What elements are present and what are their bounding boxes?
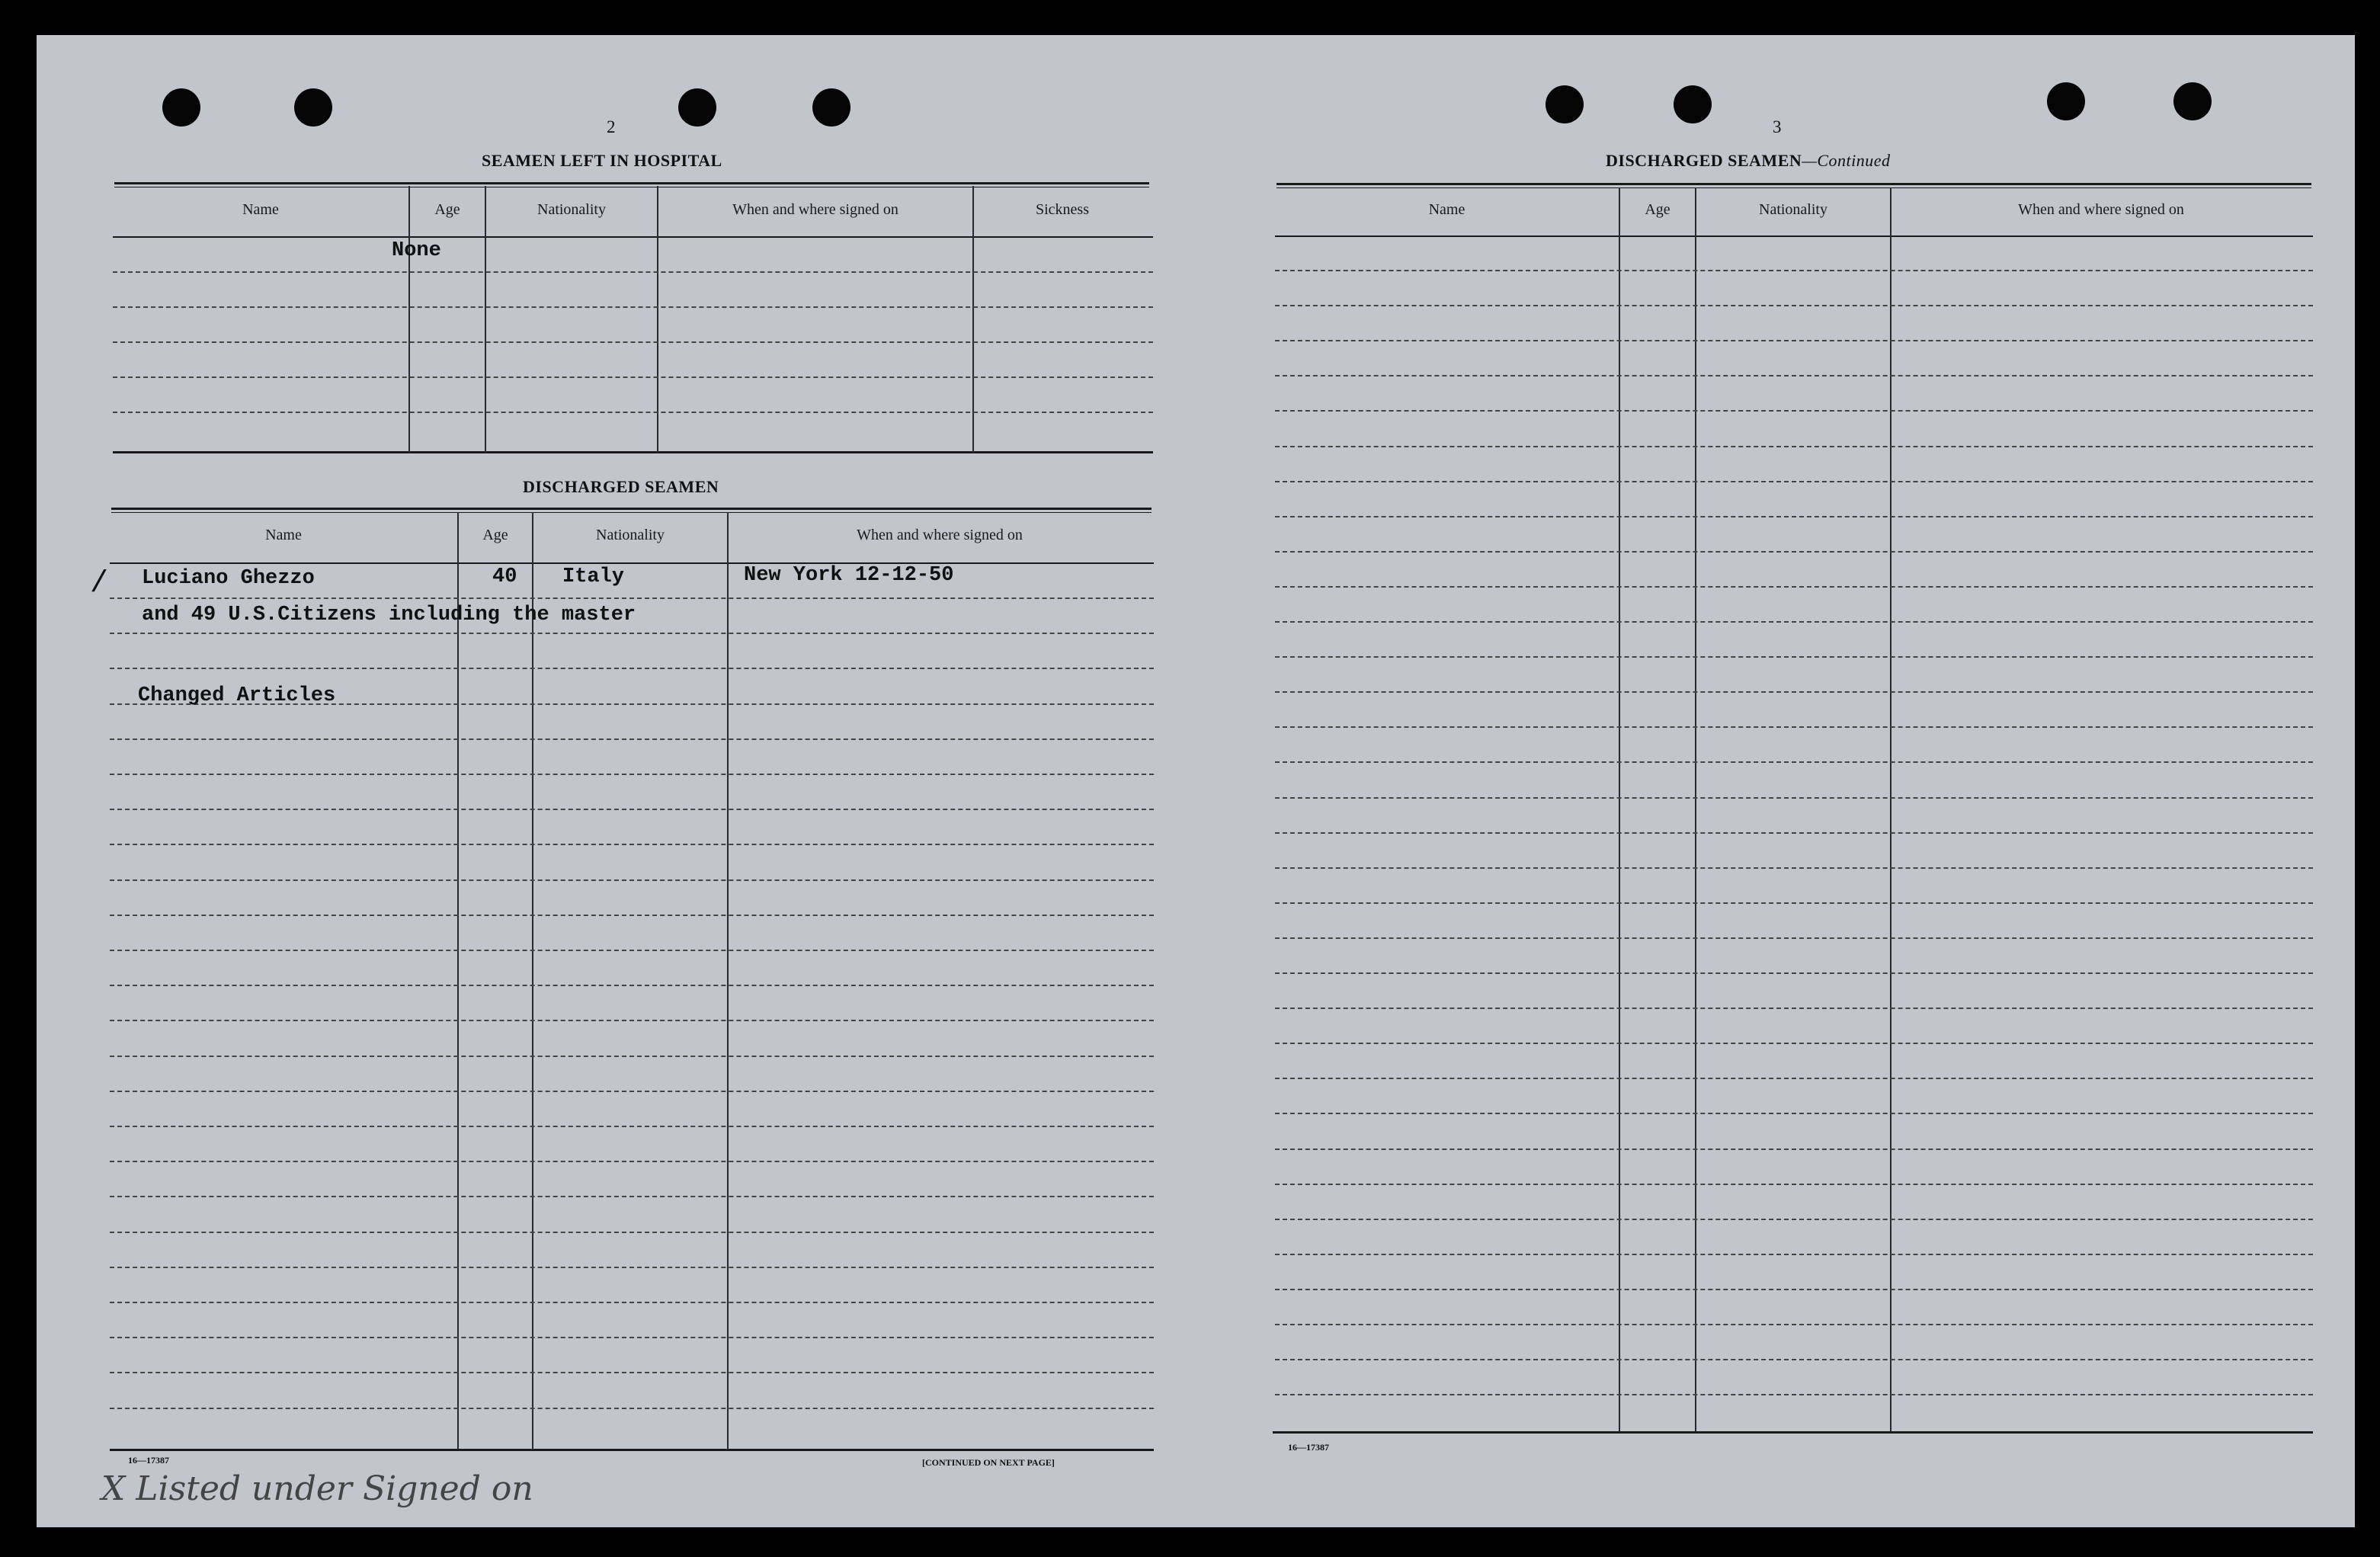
ruled-row-line [110, 879, 1154, 881]
ruled-row-line [113, 376, 1153, 378]
discharged-continued-title-text: DISCHARGED SEAMEN [1606, 151, 1802, 170]
handwritten-note: X Listed under Signed on [101, 1469, 533, 1508]
ruled-row-line [110, 774, 1154, 775]
punch-hole [678, 88, 716, 127]
page-number-left: 2 [607, 117, 616, 136]
ruled-row-line [110, 1408, 1154, 1409]
column-header: Name [242, 201, 279, 218]
ruled-row-line [1275, 656, 2313, 658]
column-divider [532, 512, 533, 1450]
ruled-row-line [1275, 340, 2313, 341]
changed-articles-note: Changed Articles [138, 684, 336, 707]
seaman-age: 40 [492, 565, 517, 588]
header-rule [110, 562, 1154, 564]
table-top-rule [1276, 183, 2311, 185]
seaman-name: Luciano Ghezzo [142, 567, 315, 590]
ruled-row-line [1275, 1043, 2313, 1044]
ruled-row-line [113, 306, 1153, 308]
ruled-row-line [1275, 1184, 2313, 1185]
table-top-rule [111, 512, 1152, 513]
seaman-nationality: Italy [562, 565, 625, 588]
ruled-row-line [110, 633, 1154, 634]
document-spread [37, 35, 2355, 1527]
ruled-row-line [110, 738, 1154, 740]
ruled-row-line [110, 597, 1154, 599]
ruled-row-line [1275, 481, 2313, 482]
ruled-row-line [113, 412, 1153, 413]
ruled-row-line [110, 844, 1154, 845]
punch-hole [812, 88, 850, 127]
ruled-row-line [1275, 902, 2313, 904]
punch-hole [1674, 85, 1712, 123]
ruled-row-line [113, 341, 1153, 343]
discharged-continued-title [1606, 151, 1891, 171]
ruled-row-line [110, 1337, 1154, 1338]
column-header: Age [1645, 201, 1670, 218]
ruled-row-line [1275, 1113, 2313, 1114]
ruled-row-line [1275, 1254, 2313, 1255]
ruled-row-line [1275, 691, 2313, 693]
column-divider [1890, 187, 1892, 1431]
seaman-signed-on: New York 12-12-50 [744, 564, 954, 587]
ruled-row-line [1275, 621, 2313, 623]
column-header: Name [1428, 201, 1465, 218]
punch-hole [294, 88, 332, 127]
continued-suffix: —Continued [1802, 151, 1891, 170]
ruled-row-line [110, 809, 1154, 810]
column-header: Nationality [1759, 201, 1827, 218]
ruled-row-line [1275, 761, 2313, 763]
punch-hole [162, 88, 200, 127]
ruled-row-line [110, 985, 1154, 986]
ruled-row-line [1275, 1394, 2313, 1395]
ruled-row-line [110, 1196, 1154, 1197]
header-rule [113, 236, 1153, 238]
column-header: When and where signed on [732, 201, 899, 218]
ruled-row-line [110, 1020, 1154, 1021]
column-header: When and where signed on [857, 527, 1023, 543]
punch-hole [2173, 82, 2212, 120]
column-header: Name [265, 527, 302, 543]
ruled-row-line [113, 271, 1153, 273]
ruled-row-line [1275, 1149, 2313, 1150]
form-number-right: 16—17387 [1288, 1442, 1329, 1453]
table-bottom-rule [1273, 1431, 2313, 1434]
ruled-row-line [1275, 586, 2313, 588]
punch-hole [1546, 85, 1584, 123]
ruled-row-line [110, 1267, 1154, 1268]
ruled-row-line [1275, 446, 2313, 447]
ruled-row-line [110, 915, 1154, 916]
ruled-row-line [110, 1056, 1154, 1057]
page-number-right: 3 [1773, 117, 1782, 136]
ruled-row-line [1275, 551, 2313, 553]
ruled-row-line [1275, 1289, 2313, 1290]
column-divider [1695, 187, 1696, 1431]
hospital-entry: None [392, 239, 441, 262]
column-divider [457, 512, 459, 1450]
ruled-row-line [110, 668, 1154, 669]
ruled-row-line [1275, 516, 2313, 517]
column-divider [727, 512, 729, 1450]
ruled-row-line [1275, 832, 2313, 834]
hospital-section-title: SEAMEN LEFT IN HOSPITAL [482, 151, 722, 170]
ruled-row-line [110, 1232, 1154, 1233]
ruled-row-line [1275, 1219, 2313, 1220]
margin-mark: / [90, 567, 109, 601]
ruled-row-line [1275, 726, 2313, 728]
column-header: Age [434, 201, 460, 218]
ruled-row-line [1275, 1324, 2313, 1325]
ruled-row-line [1275, 937, 2313, 939]
column-divider [1619, 187, 1620, 1431]
ruled-row-line [1275, 1078, 2313, 1079]
ruled-row-line [1275, 375, 2313, 376]
punch-hole [2047, 82, 2085, 120]
ruled-row-line [1275, 797, 2313, 799]
table-bottom-rule [113, 451, 1153, 453]
ruled-row-line [110, 1161, 1154, 1162]
column-header: Age [482, 527, 508, 543]
column-header: Nationality [596, 527, 665, 543]
column-header: Nationality [537, 201, 606, 218]
table-top-rule [114, 182, 1149, 184]
table-bottom-rule [110, 1449, 1154, 1451]
ruled-row-line [1275, 972, 2313, 974]
ruled-row-line [110, 1372, 1154, 1373]
ruled-row-line [1275, 867, 2313, 869]
ruled-row-line [1275, 270, 2313, 271]
form-number-left: 16—17387 [128, 1455, 169, 1466]
table-top-rule [1276, 187, 2311, 188]
ruled-row-line [1275, 1008, 2313, 1009]
ruled-row-line [110, 950, 1154, 951]
continued-note: [CONTINUED ON NEXT PAGE] [922, 1457, 1055, 1468]
header-rule [1275, 235, 2313, 237]
column-header: Sickness [1036, 201, 1089, 218]
ruled-row-line [1275, 1359, 2313, 1360]
ruled-row-line [1275, 305, 2313, 306]
ruled-row-line [110, 1302, 1154, 1303]
crew-note: and 49 U.S.Citizens including the master [142, 604, 636, 626]
ruled-row-line [110, 1126, 1154, 1127]
discharged-section-title: DISCHARGED SEAMEN [523, 477, 719, 496]
ruled-row-line [1275, 410, 2313, 412]
ruled-row-line [110, 1091, 1154, 1092]
column-header: When and where signed on [2018, 201, 2184, 218]
table-top-rule [111, 508, 1152, 510]
